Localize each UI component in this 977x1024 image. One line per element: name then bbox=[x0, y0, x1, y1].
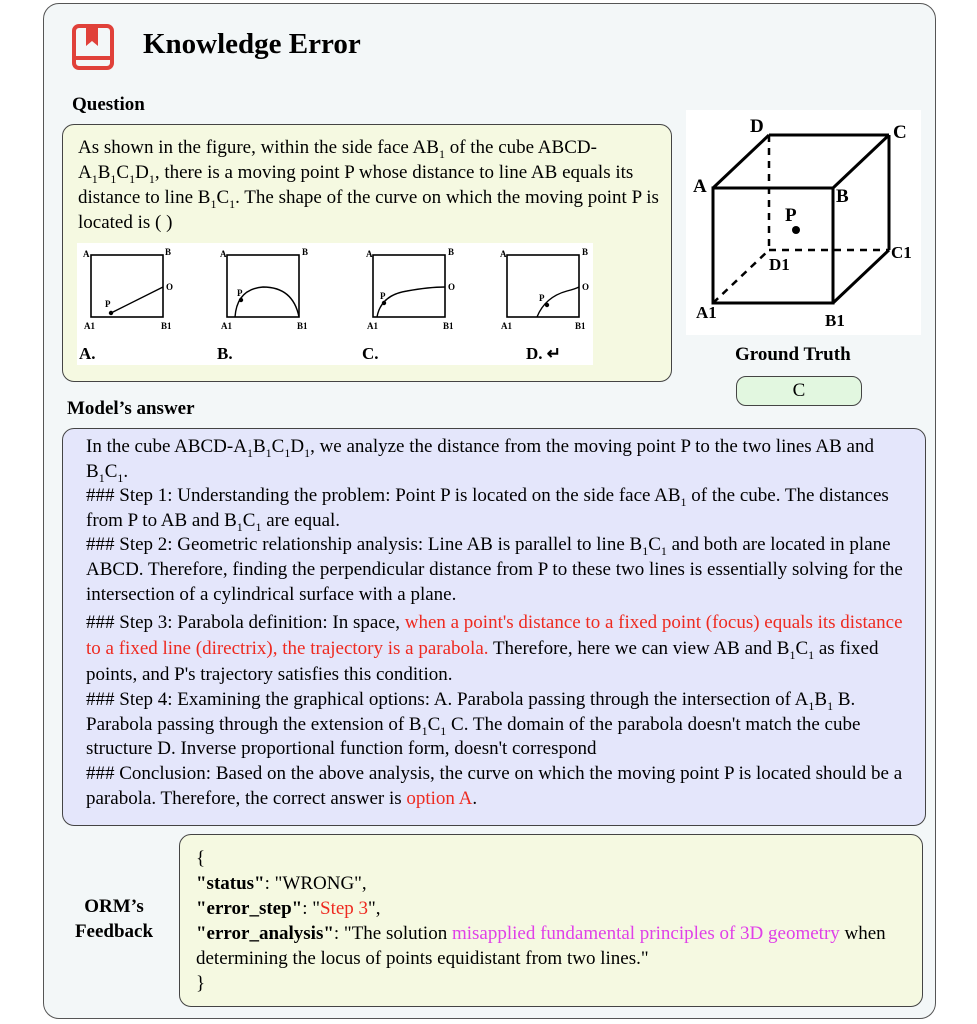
svg-text:D: D bbox=[750, 116, 764, 137]
answer-step-2: ### Step 2: Geometric relationship analysis: Line AB is parallel to line $B_1C_1$ and both are located in plane ABCD. Therefore, finding the perpendicular distance from P to these two lines is essentially solving for the intersection of a cylindrical surface with a plane. bbox=[86, 534, 903, 605]
svg-text:P: P bbox=[380, 291, 386, 301]
model-answer-text bbox=[86, 435, 916, 811]
svg-text:D1: D1 bbox=[769, 255, 790, 274]
svg-text:B: B bbox=[582, 247, 589, 257]
answer-step-3: ### Step 3: Parabola definition: In space, when a point's distance to a fixed point (focus) equals its distance to a fixed line (directrix), the trajectory is a parabola. Therefore, here we can view AB and $B_1C_1$ as fixed points, and P's trajectory satisfies this condition. bbox=[86, 612, 903, 686]
ground-truth-value: C bbox=[736, 376, 862, 406]
svg-text:C1: C1 bbox=[891, 243, 912, 262]
svg-text:P: P bbox=[105, 299, 111, 309]
answer-options-figure bbox=[77, 243, 593, 365]
svg-text:A1: A1 bbox=[221, 321, 232, 331]
model-answer-label: Model’s answer bbox=[67, 398, 195, 419]
option-a-figure bbox=[79, 247, 173, 363]
option-c-figure bbox=[362, 247, 455, 363]
answer-step-4: ### Step 4: Examining the graphical options: A. Parabola passing through the intersection of $A_1B_1$ B. Parabola passing through the extension of $B_1C_1$ C. The domain of the parabola doesn't match the cube structure D. Inverse proportional function form, doesn't correspond bbox=[86, 689, 861, 760]
answer-conclusion: ### Conclusion: Based on the above analysis, the curve on which the moving point P is located should be a parabola. Therefore, the correct answer is option A. bbox=[86, 762, 903, 809]
option-d-figure bbox=[500, 247, 589, 363]
svg-text:A: A bbox=[83, 249, 90, 259]
option-a-letter: A. bbox=[79, 344, 96, 363]
question-label: Question bbox=[72, 94, 145, 115]
svg-text:B: B bbox=[836, 186, 849, 207]
svg-text:P: P bbox=[539, 293, 545, 303]
highlighted-error-text: when a point's distance to a fixed point (focus) equals its distance to a fixed line (directrix), the trajectory is a parabola. bbox=[86, 612, 903, 660]
svg-text:A1: A1 bbox=[696, 303, 717, 322]
svg-text:A1: A1 bbox=[501, 321, 512, 331]
svg-text:B1: B1 bbox=[575, 321, 586, 331]
book-icon bbox=[71, 24, 115, 70]
orm-feedback-label: ORM’s Feedback bbox=[74, 896, 154, 942]
svg-text:O: O bbox=[166, 282, 174, 292]
highlighted-answer: option A bbox=[406, 787, 473, 809]
ground-truth-label: Ground Truth bbox=[735, 344, 851, 365]
svg-text:P: P bbox=[785, 205, 797, 226]
page-title: Knowledge Error bbox=[143, 28, 361, 60]
svg-text:A1: A1 bbox=[84, 321, 95, 331]
option-c-letter: C. bbox=[362, 344, 379, 363]
svg-text:B1: B1 bbox=[297, 321, 308, 331]
feedback-json: { "status": "WRONG", "error_step": "Step 3", "error_analysis": "The solution misapplied fundamental principles of 3D geometry when determining the locus of points equidistant from two lines." } bbox=[196, 846, 911, 996]
feedback-error-analysis: "error_analysis": "The solution misapplied fundamental principles of 3D geometry when determining the locus of points equidistant from two lines." bbox=[196, 923, 886, 969]
answer-step-1: ### Step 1: Understanding the problem: Point P is located on the side face $AB_1$ of the cube. The distances from P to AB and $B_1C_1$ are equal. bbox=[86, 485, 889, 534]
svg-text:A1: A1 bbox=[367, 321, 378, 331]
svg-text:A: A bbox=[500, 249, 507, 259]
feedback-status: "status": "WRONG", bbox=[196, 873, 367, 894]
option-b-figure bbox=[217, 247, 308, 363]
answer-intro: In the cube ABCD-$A_1B_1C_1D_1$, we analyze the distance from the moving point P to the two lines AB and $B_1C_1$. bbox=[86, 436, 874, 485]
svg-text:C: C bbox=[893, 122, 907, 143]
svg-text:B: B bbox=[302, 247, 309, 257]
option-b-letter: B. bbox=[217, 344, 233, 363]
svg-text:A: A bbox=[693, 176, 707, 197]
svg-text:B: B bbox=[165, 247, 172, 257]
option-d-letter: D. ↵ bbox=[526, 344, 562, 363]
svg-text:B1: B1 bbox=[161, 321, 172, 331]
question-text: As shown in the figure, within the side face $AB_1$ of the cube ABCD-$A_1B_1C_1D_1$, there is a moving point P whose distance to line AB equals its distance to line $B_1C_1$. The shape of the curve on which the moving point P is located is ( ) bbox=[78, 137, 659, 233]
feedback-error-step: "error_step": "Step 3", bbox=[196, 898, 381, 919]
svg-text:B: B bbox=[448, 247, 455, 257]
cube-figure bbox=[686, 110, 921, 335]
svg-text:A: A bbox=[220, 249, 227, 259]
svg-text:B1: B1 bbox=[825, 311, 845, 330]
svg-text:A: A bbox=[366, 249, 373, 259]
svg-text:O: O bbox=[448, 282, 456, 292]
svg-text:O: O bbox=[582, 282, 590, 292]
svg-text:B1: B1 bbox=[443, 321, 454, 331]
svg-text:P: P bbox=[237, 288, 243, 298]
